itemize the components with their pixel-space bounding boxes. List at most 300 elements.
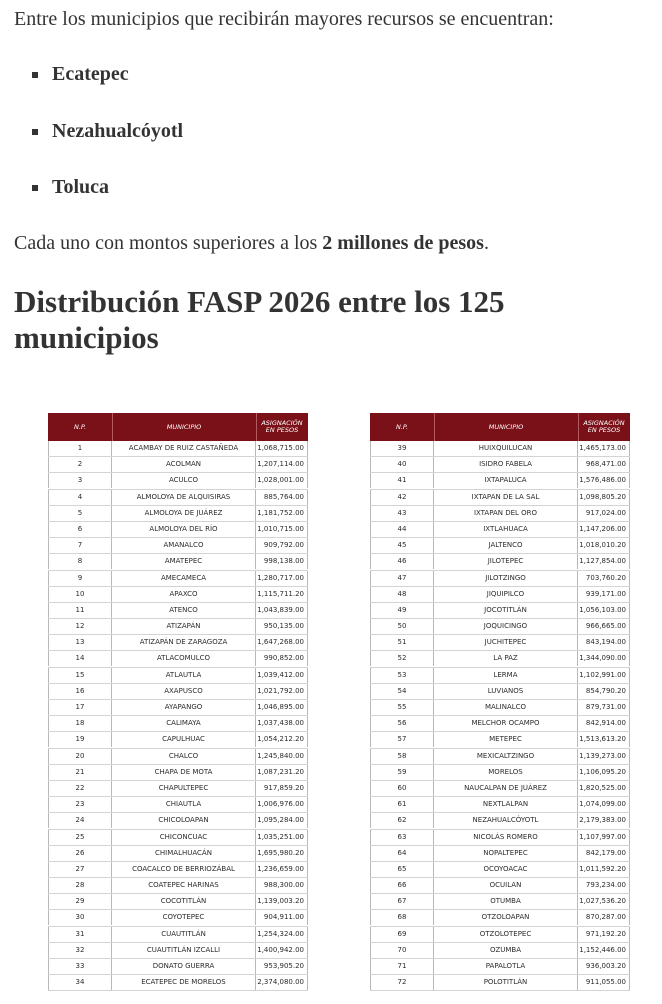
table-row: [370, 927, 630, 943]
cell-municipio: PAPALOTLA: [434, 959, 578, 974]
cell-asignacion: 1,006,976.00: [256, 797, 308, 812]
cell-municipio: OZUMBA: [434, 943, 578, 958]
cell-municipio: JILOTEPEC: [434, 554, 578, 569]
cell-asignacion: 879,731.00: [578, 700, 630, 715]
list-item-label: Ecatepec: [52, 63, 129, 85]
cell-asignacion: 1,068,715.00: [256, 441, 308, 456]
table-row: [48, 894, 308, 910]
table-row: [48, 797, 308, 813]
cell-municipio: DONATO GUERRA: [112, 959, 256, 974]
cell-municipio: CHAPA DE MOTA: [112, 765, 256, 780]
cell-np: 51: [370, 635, 434, 650]
cell-asignacion: 966,665.00: [578, 619, 630, 634]
cell-asignacion: 793,234.00: [578, 878, 630, 893]
cell-asignacion: 1,106,095.20: [578, 765, 630, 780]
table-row: [370, 668, 630, 684]
table-row: [370, 587, 630, 603]
cell-municipio: LA PAZ: [434, 651, 578, 666]
cell-asignacion: 1,107,997.00: [578, 830, 630, 845]
cell-np: 7: [48, 538, 112, 553]
table-row: [48, 473, 308, 489]
table-row: [370, 619, 630, 635]
cell-municipio: IXTLAHUACA: [434, 522, 578, 537]
cell-np: 28: [48, 878, 112, 893]
cell-np: 32: [48, 943, 112, 958]
bullet-square-icon: [32, 185, 38, 191]
table-row: [370, 506, 630, 522]
cell-municipio: ECATEPEC DE MORELOS: [112, 975, 256, 990]
table-row: [48, 651, 308, 667]
cell-municipio: ATLACOMULCO: [112, 651, 256, 666]
cell-municipio: MALINALCO: [434, 700, 578, 715]
cell-asignacion: 904,911.00: [256, 910, 308, 925]
cell-municipio: MORELOS: [434, 765, 578, 780]
cell-asignacion: 870,287.00: [578, 910, 630, 925]
cell-asignacion: 1,152,446.00: [578, 943, 630, 958]
table-row: [370, 943, 630, 959]
cell-municipio: ACOLMAN: [112, 457, 256, 472]
cell-municipio: CHICOLOAPAN: [112, 813, 256, 828]
cell-municipio: IXTAPAN DEL ORO: [434, 506, 578, 521]
cell-asignacion: 936,003.20: [578, 959, 630, 974]
cell-municipio: POLOTITLÁN: [434, 975, 578, 990]
cell-asignacion: 2,374,080.00: [256, 975, 308, 990]
table-row: [370, 732, 630, 748]
header-np: N.P.: [48, 413, 113, 441]
cell-municipio: ISIDRO FABELA: [434, 457, 578, 472]
table-row: [48, 490, 308, 506]
cell-municipio: OTUMBA: [434, 894, 578, 909]
cell-asignacion: 1,102,991.00: [578, 668, 630, 683]
cell-municipio: COACALCO DE BERRIOZÁBAL: [112, 862, 256, 877]
cell-np: 6: [48, 522, 112, 537]
table-row: [370, 490, 630, 506]
cell-asignacion: 971,192.20: [578, 927, 630, 942]
cell-np: 49: [370, 603, 434, 618]
fasp-distribution-table-image: [48, 413, 626, 993]
cell-asignacion: 917,024.00: [578, 506, 630, 521]
cell-asignacion: 1,576,486.00: [578, 473, 630, 488]
cell-np: 48: [370, 587, 434, 602]
cell-np: 50: [370, 619, 434, 634]
cell-municipio: JOQUICINGO: [434, 619, 578, 634]
cell-asignacion: 703,760.20: [578, 571, 630, 586]
bullet-square-icon: [32, 72, 38, 78]
cell-np: 18: [48, 716, 112, 731]
cell-municipio: OCUILAN: [434, 878, 578, 893]
cell-municipio: NEXTLALPAN: [434, 797, 578, 812]
cell-asignacion: 2,179,383.00: [578, 813, 630, 828]
section-heading: Distribución FASP 2026 entre los 125 municipios: [14, 284, 505, 355]
cell-np: 31: [48, 927, 112, 942]
cell-np: 70: [370, 943, 434, 958]
cell-np: 46: [370, 554, 434, 569]
cell-asignacion: 1,028,001.00: [256, 473, 308, 488]
cell-municipio: JILOTZINGO: [434, 571, 578, 586]
table-row: [370, 894, 630, 910]
table-row: [370, 781, 630, 797]
table-row: [48, 813, 308, 829]
table-row: [370, 554, 630, 570]
cell-municipio: JIQUIPILCO: [434, 587, 578, 602]
cell-np: 3: [48, 473, 112, 488]
table-row: [370, 765, 630, 781]
table-row: [370, 830, 630, 846]
cell-np: 44: [370, 522, 434, 537]
cell-municipio: AMANALCO: [112, 538, 256, 553]
cell-np: 67: [370, 894, 434, 909]
summary-bold-amount: 2 millones de pesos: [322, 232, 484, 254]
cell-asignacion: 1,018,010.20: [578, 538, 630, 553]
cell-asignacion: 1,127,854.00: [578, 554, 630, 569]
cell-municipio: ALMOLOYA DEL RÍO: [112, 522, 256, 537]
cell-municipio: CHICONCUAC: [112, 830, 256, 845]
cell-municipio: MELCHOR OCAMPO: [434, 716, 578, 731]
header-asignacion: ASIGNACIÓN EN PESOS: [583, 419, 625, 434]
list-item: [14, 173, 314, 201]
cell-municipio: CHAPULTEPEC: [112, 781, 256, 796]
cell-asignacion: 1,037,438.00: [256, 716, 308, 731]
cell-asignacion: 842,179.00: [578, 846, 630, 861]
table-right-column: [370, 413, 630, 991]
table-row: [48, 506, 308, 522]
cell-municipio: MEXICALTZINGO: [434, 749, 578, 764]
cell-np: 4: [48, 490, 112, 505]
table-row: [48, 587, 308, 603]
cell-np: 68: [370, 910, 434, 925]
cell-np: 43: [370, 506, 434, 521]
cell-municipio: ATIZAPÁN: [112, 619, 256, 634]
cell-municipio: AMECAMECA: [112, 571, 256, 586]
list-item: [14, 60, 314, 88]
cell-municipio: CHIAUTLA: [112, 797, 256, 812]
summary-end: .: [483, 232, 489, 254]
cell-asignacion: 1,056,103.00: [578, 603, 630, 618]
cell-asignacion: 1,254,324.00: [256, 927, 308, 942]
cell-municipio: LERMA: [434, 668, 578, 683]
cell-np: 65: [370, 862, 434, 877]
cell-asignacion: 988,300.00: [256, 878, 308, 893]
table-row: [48, 975, 308, 991]
cell-municipio: ALMOLOYA DE JUÁREZ: [112, 506, 256, 521]
cell-asignacion: 909,792.00: [256, 538, 308, 553]
cell-asignacion: 1,647,268.00: [256, 635, 308, 650]
cell-asignacion: 911,055.00: [578, 975, 630, 990]
table-row: [48, 522, 308, 538]
cell-asignacion: 1,695,980.20: [256, 846, 308, 861]
cell-np: 22: [48, 781, 112, 796]
cell-np: 56: [370, 716, 434, 731]
cell-np: 9: [48, 571, 112, 586]
cell-np: 63: [370, 830, 434, 845]
cell-asignacion: 998,138.00: [256, 554, 308, 569]
table-left-column: [48, 413, 308, 991]
cell-np: 13: [48, 635, 112, 650]
cell-municipio: IXTAPALUCA: [434, 473, 578, 488]
cell-municipio: AYAPANGO: [112, 700, 256, 715]
cell-asignacion: 1,039,412.00: [256, 668, 308, 683]
cell-municipio: CUAUTITLÁN IZCALLI: [112, 943, 256, 958]
cell-np: 11: [48, 603, 112, 618]
cell-asignacion: 1,021,792.00: [256, 684, 308, 699]
cell-np: 20: [48, 749, 112, 764]
cell-np: 53: [370, 668, 434, 683]
table-row: [48, 959, 308, 975]
cell-asignacion: 1,087,231.20: [256, 765, 308, 780]
cell-municipio: OCOYOACAC: [434, 862, 578, 877]
table-row: [48, 571, 308, 587]
table-row: [48, 846, 308, 862]
table-row: [370, 749, 630, 765]
table-row: [48, 716, 308, 732]
cell-np: 59: [370, 765, 434, 780]
cell-np: 41: [370, 473, 434, 488]
cell-asignacion: 854,790.20: [578, 684, 630, 699]
cell-municipio: COYOTEPEC: [112, 910, 256, 925]
cell-asignacion: 1,010,715.00: [256, 522, 308, 537]
cell-municipio: COATEPEC HARINAS: [112, 878, 256, 893]
cell-np: 15: [48, 668, 112, 683]
header-municipio: MUNICIPIO: [434, 413, 579, 441]
cell-np: 8: [48, 554, 112, 569]
cell-municipio: IXTAPAN DE LA SAL: [434, 490, 578, 505]
list-item-label: Nezahualcóyotl: [52, 120, 184, 142]
cell-asignacion: 1,115,711.20: [256, 587, 308, 602]
cell-np: 47: [370, 571, 434, 586]
table-row: [48, 781, 308, 797]
cell-municipio: AXAPUSCO: [112, 684, 256, 699]
cell-asignacion: 1,043,839.00: [256, 603, 308, 618]
cell-np: 12: [48, 619, 112, 634]
cell-asignacion: 1,074,099.00: [578, 797, 630, 812]
cell-asignacion: 953,905.20: [256, 959, 308, 974]
cell-asignacion: 968,471.00: [578, 457, 630, 472]
table-row: [370, 571, 630, 587]
cell-asignacion: 843,194.00: [578, 635, 630, 650]
cell-np: 16: [48, 684, 112, 699]
intro-paragraph: Entre los municipios que recibirán mayores recursos se encuentran:: [14, 8, 554, 30]
list-item-label: Toluca: [52, 176, 110, 198]
cell-np: 57: [370, 732, 434, 747]
table-row: [48, 457, 308, 473]
cell-np: 26: [48, 846, 112, 861]
cell-np: 58: [370, 749, 434, 764]
table-row: [370, 862, 630, 878]
table-row: [370, 651, 630, 667]
cell-municipio: HUIXQUILUCAN: [434, 441, 578, 456]
cell-np: 34: [48, 975, 112, 990]
cell-np: 39: [370, 441, 434, 456]
cell-asignacion: 1,027,536.20: [578, 894, 630, 909]
cell-asignacion: 917,859.20: [256, 781, 308, 796]
table-row: [48, 684, 308, 700]
cell-asignacion: 1,207,114.00: [256, 457, 308, 472]
table-row: [48, 878, 308, 894]
cell-municipio: JOCOTITLÁN: [434, 603, 578, 618]
cell-municipio: NOPALTEPEC: [434, 846, 578, 861]
cell-np: 66: [370, 878, 434, 893]
cell-asignacion: 1,820,525.00: [578, 781, 630, 796]
cell-asignacion: 939,171.00: [578, 587, 630, 602]
cell-asignacion: 1,245,840.00: [256, 749, 308, 764]
cell-municipio: LUVIANOS: [434, 684, 578, 699]
table-row: [370, 522, 630, 538]
cell-asignacion: 950,135.00: [256, 619, 308, 634]
table-body-right: [370, 441, 630, 991]
table-row: [370, 441, 630, 457]
cell-asignacion: 1,236,659.00: [256, 862, 308, 877]
cell-np: 45: [370, 538, 434, 553]
cell-municipio: CAPULHUAC: [112, 732, 256, 747]
cell-np: 21: [48, 765, 112, 780]
cell-municipio: APAXCO: [112, 587, 256, 602]
table-row: [48, 862, 308, 878]
cell-municipio: CUAUTITLÁN: [112, 927, 256, 942]
table-row: [48, 910, 308, 926]
cell-np: 17: [48, 700, 112, 715]
table-row: [370, 797, 630, 813]
cell-np: 42: [370, 490, 434, 505]
cell-np: 62: [370, 813, 434, 828]
table-row: [370, 635, 630, 651]
table-row: [370, 878, 630, 894]
cell-asignacion: 1,054,212.20: [256, 732, 308, 747]
cell-np: 24: [48, 813, 112, 828]
table-row: [370, 603, 630, 619]
cell-np: 27: [48, 862, 112, 877]
cell-np: 1: [48, 441, 112, 456]
table-row: [48, 668, 308, 684]
cell-np: 69: [370, 927, 434, 942]
header-np: N.P.: [370, 413, 435, 441]
cell-asignacion: 1,181,752.00: [256, 506, 308, 521]
cell-municipio: ACULCO: [112, 473, 256, 488]
cell-asignacion: 1,147,206.00: [578, 522, 630, 537]
table-row: [370, 975, 630, 991]
table-row: [370, 716, 630, 732]
table-header: [48, 413, 308, 441]
cell-np: 60: [370, 781, 434, 796]
cell-asignacion: 1,465,173.00: [578, 441, 630, 456]
table-row: [48, 765, 308, 781]
table-body-left: [48, 441, 308, 991]
cell-np: 23: [48, 797, 112, 812]
cell-asignacion: 1,139,273.00: [578, 749, 630, 764]
cell-asignacion: 1,011,592.20: [578, 862, 630, 877]
cell-asignacion: 1,400,942.00: [256, 943, 308, 958]
cell-municipio: ATENCO: [112, 603, 256, 618]
cell-asignacion: 1,095,284.00: [256, 813, 308, 828]
cell-municipio: ACAMBAY DE RUIZ CASTAÑEDA: [112, 441, 256, 456]
cell-np: 64: [370, 846, 434, 861]
cell-asignacion: 1,098,805.20: [578, 490, 630, 505]
cell-municipio: ATLAUTLA: [112, 668, 256, 683]
cell-municipio: ALMOLOYA DE ALQUISIRAS: [112, 490, 256, 505]
table-row: [370, 846, 630, 862]
cell-np: 72: [370, 975, 434, 990]
cell-asignacion: 990,852.00: [256, 651, 308, 666]
summary-paragraph: [14, 231, 489, 255]
cell-municipio: JUCHITEPEC: [434, 635, 578, 650]
cell-asignacion: 1,280,717.00: [256, 571, 308, 586]
table-row: [48, 749, 308, 765]
table-row: [48, 927, 308, 943]
table-row: [370, 457, 630, 473]
summary-text: Cada uno con montos superiores a los: [14, 232, 323, 254]
table-row: [48, 943, 308, 959]
table-row: [370, 473, 630, 489]
table-row: [48, 603, 308, 619]
cell-np: 33: [48, 959, 112, 974]
table-row: [48, 619, 308, 635]
cell-asignacion: 1,046,895.00: [256, 700, 308, 715]
list-item: [14, 117, 314, 145]
cell-np: 10: [48, 587, 112, 602]
cell-asignacion: 1,344,090.00: [578, 651, 630, 666]
cell-np: 52: [370, 651, 434, 666]
cell-asignacion: 1,139,003.20: [256, 894, 308, 909]
table-row: [48, 700, 308, 716]
table-row: [370, 813, 630, 829]
cell-np: 54: [370, 684, 434, 699]
cell-np: 29: [48, 894, 112, 909]
cell-municipio: NEZAHUALCÓYOTL: [434, 813, 578, 828]
table-row: [48, 538, 308, 554]
cell-np: 30: [48, 910, 112, 925]
cell-np: 55: [370, 700, 434, 715]
cell-np: 2: [48, 457, 112, 472]
cell-np: 14: [48, 651, 112, 666]
cell-asignacion: 1,513,613.20: [578, 732, 630, 747]
cell-municipio: AMATEPEC: [112, 554, 256, 569]
table-row: [370, 700, 630, 716]
table-row: [370, 910, 630, 926]
cell-municipio: CHALCO: [112, 749, 256, 764]
cell-municipio: NICOLÁS ROMERO: [434, 830, 578, 845]
cell-municipio: JALTENCO: [434, 538, 578, 553]
cell-np: 19: [48, 732, 112, 747]
cell-asignacion: 885,764.00: [256, 490, 308, 505]
cell-municipio: METEPEC: [434, 732, 578, 747]
table-row: [370, 959, 630, 975]
cell-municipio: COCOTITLÁN: [112, 894, 256, 909]
cell-municipio: CHIMALHUACÁN: [112, 846, 256, 861]
cell-municipio: OTZOLOAPAN: [434, 910, 578, 925]
table-row: [48, 830, 308, 846]
cell-municipio: OTZOLOTEPEC: [434, 927, 578, 942]
table-row: [48, 635, 308, 651]
cell-asignacion: 842,914.00: [578, 716, 630, 731]
cell-np: 25: [48, 830, 112, 845]
table-row: [48, 732, 308, 748]
table-row: [370, 538, 630, 554]
header-municipio: MUNICIPIO: [112, 413, 257, 441]
table-row: [48, 554, 308, 570]
table-row: [48, 441, 308, 457]
cell-municipio: ATIZAPÁN DE ZARAGOZA: [112, 635, 256, 650]
table-row: [370, 684, 630, 700]
table-header: [370, 413, 630, 441]
cell-asignacion: 1,035,251.00: [256, 830, 308, 845]
cell-municipio: CALIMAYA: [112, 716, 256, 731]
cell-np: 71: [370, 959, 434, 974]
cell-np: 40: [370, 457, 434, 472]
cell-np: 5: [48, 506, 112, 521]
header-asignacion: ASIGNACIÓN EN PESOS: [261, 419, 303, 434]
cell-np: 61: [370, 797, 434, 812]
cell-municipio: NAUCALPAN DE JUÁREZ: [434, 781, 578, 796]
bullet-square-icon: [32, 129, 38, 135]
